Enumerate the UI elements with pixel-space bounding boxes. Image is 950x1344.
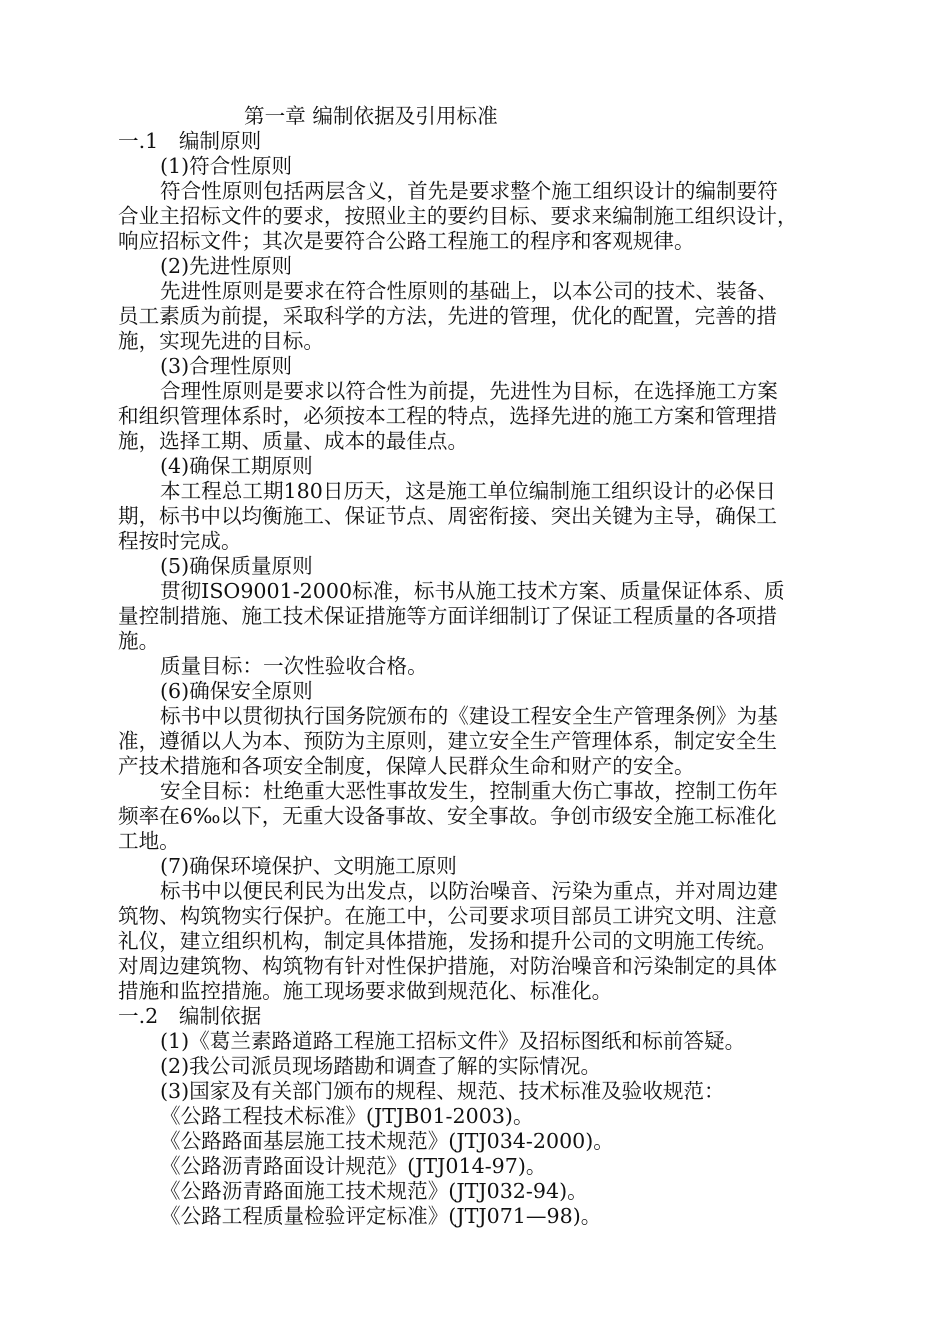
paragraph-line: 符合性原则包括两层含义，首先是要求整个施工组织设计的编制要符 xyxy=(160,179,778,203)
paragraph-line: 礼仪，建立组织机构，制定具体措施，发扬和提升公司的文明施工传统。 xyxy=(118,929,777,953)
paragraph-line: 程按时完成。 xyxy=(118,529,242,553)
paragraph-line: 准，遵循以人为本、预防为主原则，建立安全生产管理体系，制定安全生 xyxy=(118,729,777,753)
paragraph-line: 响应招标文件；其次是要符合公路工程施工的程序和客观规律。 xyxy=(118,229,695,253)
standard-item: 《公路沥青路面设计规范》(JTJ014-97)。 xyxy=(160,1154,547,1178)
principle-heading: (4)确保工期原则 xyxy=(160,454,313,478)
basis-item: (1)《葛兰素路道路工程施工招标文件》及招标图纸和标前答疑。 xyxy=(160,1029,746,1053)
safety-goal-line: 频率在6‰以下，无重大设备事故、安全事故。争创市级安全施工标准化 xyxy=(118,804,777,828)
principle-heading: (6)确保安全原则 xyxy=(160,679,313,703)
paragraph-line: 施，选择工期、质量、成本的最佳点。 xyxy=(118,429,469,453)
paragraph-line: 和组织管理体系时，必须按本工程的特点，选择先进的施工方案和管理措 xyxy=(118,404,777,428)
paragraph-line: 先进性原则是要求在符合性原则的基础上，以本公司的技术、装备、 xyxy=(160,279,778,303)
paragraph-line: 量控制措施、施工技术保证措施等方面详细制订了保证工程质量的各项措 xyxy=(118,604,777,628)
principle-heading: (7)确保环境保护、文明施工原则 xyxy=(160,854,457,878)
standard-item: 《公路工程质量检验评定标准》(JTJ071—98)。 xyxy=(160,1204,602,1228)
paragraph-line: 施。 xyxy=(118,629,160,653)
paragraph-line: 员工素质为前提，采取科学的方法，先进的管理，优化的配置，完善的措 xyxy=(118,304,777,328)
principle-heading: (1)符合性原则 xyxy=(160,154,293,178)
principle-heading: (3)合理性原则 xyxy=(160,354,293,378)
paragraph-line: 措施和监控措施。施工现场要求做到规范化、标准化。 xyxy=(118,979,613,1003)
paragraph-line: 本工程总工期180日历天，这是施工单位编制施工组织设计的必保日 xyxy=(160,479,776,503)
paragraph-line: 施，实现先进的目标。 xyxy=(118,329,324,353)
chapter-title: 第一章 编制依据及引用标准 xyxy=(244,104,498,128)
paragraph-line: 筑物、构筑物实行保护。在施工中，公司要求项目部员工讲究文明、注意 xyxy=(118,904,777,928)
paragraph-line: 贯彻ISO9001-2000标准，标书从施工技术方案、质量保证体系、质 xyxy=(160,579,785,603)
basis-item: (2)我公司派员现场踏勘和调查了解的实际情况。 xyxy=(160,1054,602,1078)
standard-item: 《公路沥青路面施工技术规范》(JTJ032-94)。 xyxy=(160,1179,588,1203)
standard-item: 《公路工程技术标准》(JTJB01-2003)。 xyxy=(160,1104,534,1128)
paragraph-line: 合业主招标文件的要求，按照业主的要约目标、要求来编制施工组织设计， xyxy=(118,204,798,228)
standard-item: 《公路路面基层施工技术规范》(JTJ034-2000)。 xyxy=(160,1129,614,1153)
paragraph-line: 标书中以贯彻执行国务院颁布的《建设工程安全生产管理条例》为基 xyxy=(160,704,778,728)
safety-goal-line: 工地。 xyxy=(118,829,180,853)
paragraph-line: 期，标书中以均衡施工、保证节点、周密衔接、突出关键为主导，确保工 xyxy=(118,504,777,528)
paragraph-line: 产技术措施和各项安全制度，保障人民群众生命和财产的安全。 xyxy=(118,754,695,778)
section-heading: 一.1 编制原则 xyxy=(118,129,262,153)
basis-item: (3)国家及有关部门颁布的规程、规范、技术标准及验收规范： xyxy=(160,1079,725,1103)
paragraph-line: 合理性原则是要求以符合性为前提，先进性为目标，在选择施工方案 xyxy=(160,379,778,403)
section-heading: 一.2 编制依据 xyxy=(118,1004,262,1028)
paragraph-line: 对周边建筑物、构筑物有针对性保护措施，对防治噪音和污染制定的具体 xyxy=(118,954,777,978)
quality-goal: 质量目标：一次性验收合格。 xyxy=(160,654,428,678)
principle-heading: (2)先进性原则 xyxy=(160,254,293,278)
principle-heading: (5)确保质量原则 xyxy=(160,554,313,578)
safety-goal-line: 安全目标：杜绝重大恶性事故发生，控制重大伤亡事故，控制工伤年 xyxy=(160,779,778,803)
paragraph-line: 标书中以便民利民为出发点，以防治噪音、污染为重点，并对周边建 xyxy=(160,879,778,903)
